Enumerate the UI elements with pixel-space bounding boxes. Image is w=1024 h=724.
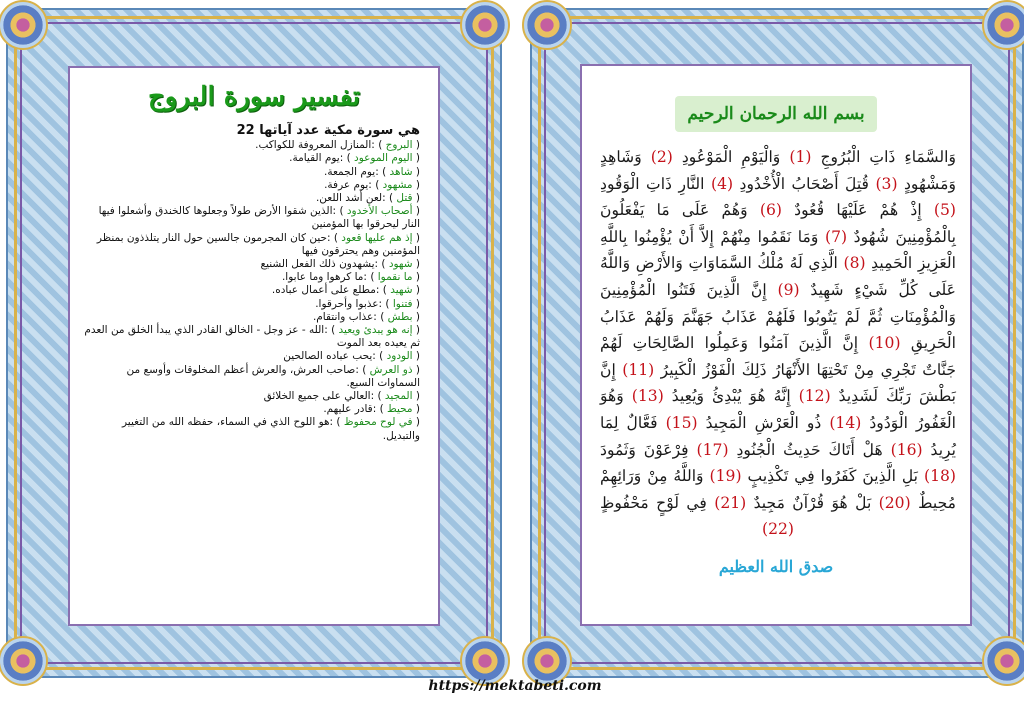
verse-text: النَّارِ ذَاتِ الْوَقُودِ <box>600 174 705 193</box>
verse-number: (6) <box>759 201 782 220</box>
bracket: ( <box>412 324 420 337</box>
bracket: ) <box>379 350 387 363</box>
bracket: ( <box>412 297 420 310</box>
bracket: ) <box>380 310 388 323</box>
tafsir-content <box>68 66 440 626</box>
verse-number: (13) <box>631 387 664 406</box>
tafsir-note <box>84 311 420 324</box>
corner-ornament <box>982 636 1024 686</box>
note-term: المجيد <box>384 390 413 403</box>
bracket: ( <box>412 178 420 191</box>
bracket: ) <box>339 205 347 218</box>
note-term: قتل <box>396 192 413 205</box>
verse-number: (8) <box>843 254 866 273</box>
bracket: ( <box>412 271 420 284</box>
note-definition: :يشهدون ذلك الفعل الشنيع <box>260 258 382 271</box>
bracket: ) <box>388 192 397 205</box>
verse-number: (4) <box>710 174 734 193</box>
note-definition: :الله - عز وجل - الخالق القادر الذي يبدأ الخلق من العدم ثم يعيده بعد الموت <box>84 324 420 350</box>
verse-number: (21) <box>714 493 747 512</box>
note-term: اليوم الموعود <box>354 152 413 165</box>
note-definition: :لعن أشد اللعن. <box>315 192 389 205</box>
verse-text: فِي لَوْحٍ مَحْفُوظٍ <box>600 493 707 512</box>
tafsir-note <box>84 364 420 390</box>
verse-number: (5) <box>933 201 956 220</box>
verse-text: الَّذِي لَهُ مُلْكُ السَّمَاوَاتِ وَالأَرْضِ وَاللَّهُ عَلَى كُلِّ شَيْءٍ شَهِيدٌ <box>600 254 956 299</box>
quran-page <box>530 8 1024 678</box>
verse-text: وَهُمْ عَلَى مَا يَفْعَلُونَ بِالْمُؤْمِنِينَ شُهُودٌ <box>600 201 956 246</box>
tafsir-note <box>84 390 420 403</box>
verse-number: (18) <box>923 467 957 486</box>
note-definition: :ما كرهوا وما عابوا. <box>281 271 371 284</box>
tafsir-note <box>84 271 420 284</box>
note-term: شهيد <box>390 284 413 297</box>
bracket: ) <box>385 297 393 310</box>
corner-ornament <box>0 0 48 50</box>
verse-text: ذُو الْعَرْشِ الْمَجِيدُ <box>697 413 822 432</box>
note-definition: :عذاب وانتقام. <box>312 310 381 323</box>
bracket: ( <box>412 165 420 178</box>
tafsir-note <box>84 416 420 442</box>
note-definition: :عذبوا وأحرقوا. <box>315 297 386 310</box>
corner-ornament <box>460 0 510 50</box>
verse-number: (12) <box>798 387 831 406</box>
verses-text <box>582 132 970 543</box>
bracket: ) <box>381 258 389 271</box>
note-term: محيط <box>387 403 413 416</box>
note-definition: :الذين شقوا الأرض طولاً وجعلوها كالخندق وأشعلوا فيها النار ليحرقوا بها المؤمنين <box>98 205 420 231</box>
note-definition: :صاحب العرش، والعرش أعظم المخلوقات وأوسع من السماوات السبع. <box>126 363 420 389</box>
tafsir-notes <box>70 112 438 443</box>
tafsir-note <box>84 284 420 297</box>
verse-text: وَهُوَ الْغَفُورُ الْوَدُودُ <box>600 387 956 432</box>
verse-number: (9) <box>777 280 800 299</box>
tafsir-note <box>84 152 420 165</box>
note-definition: :هو اللوح الذي في السماء، حفظه الله من التغيير والتبديل. <box>122 416 420 442</box>
bracket: ( <box>412 231 420 244</box>
bracket: ) <box>331 324 339 337</box>
tafsir-note <box>84 324 420 350</box>
note-term: البروج <box>385 139 413 152</box>
verse-text: إِنَّ الَّذِينَ آمَنُوا وَعَمِلُوا الصَّالِحَاتِ لَهُمْ جَنَّاتٌ تَجْرِي مِنْ تَحْتِهَا الأَنْهَارُ ذَلِكَ الْفَوْزُ الْكَبِيرُ <box>600 334 956 379</box>
note-definition: :يوم القيامة. <box>289 152 347 165</box>
verse-text: إِنَّ الَّذِينَ فَتَنُوا الْمُؤْمِنِينَ وَالْمُؤْمِنَاتِ ثُمَّ لَمْ يَتُوبُوا فَلَهُمْ عَذَابُ جَهَنَّمَ وَلَهُمْ عَذَابُ الْحَرِيقِ <box>600 280 956 353</box>
note-term: الودود <box>386 350 413 363</box>
bracket: ( <box>412 416 420 429</box>
tafsir-note <box>84 403 420 416</box>
bracket: ( <box>412 284 420 297</box>
note-term: شهود <box>388 258 413 271</box>
tafsir-note <box>84 166 420 179</box>
tafsir-note <box>84 258 420 271</box>
verse-number: (22) <box>761 520 795 539</box>
basmala: بسم الله الرحمان الرحيم <box>675 96 877 132</box>
note-definition: :قادر عليهم. <box>323 403 380 416</box>
verse-text: وَاللَّهُ مِنْ وَرَائِهِمْ مُحِيطٌ <box>600 467 956 512</box>
bracket: ) <box>375 178 383 191</box>
verse-text: بَلِ الَّذِينَ كَفَرُوا فِي تَكْذِيبٍ <box>741 467 919 486</box>
verse-text: فَعَّالٌ لِمَا يُرِيدُ <box>600 413 956 459</box>
note-term: في لوح محفوظ <box>343 416 413 429</box>
bracket: ) <box>362 363 370 376</box>
verse-number: (17) <box>696 440 729 459</box>
bracket: ) <box>382 284 391 297</box>
note-definition: :المنازل المعروفة للكواكب. <box>255 139 379 152</box>
bracket: ( <box>412 192 420 205</box>
note-term: أصحاب الأخدود <box>346 205 413 218</box>
closing-phrase: صدق الله العظيم <box>718 556 834 576</box>
note-term: شاهد <box>389 165 413 178</box>
verse-text: إِذْ هُمْ عَلَيْهَا قُعُودٌ <box>781 201 922 220</box>
tafsir-note <box>84 192 420 205</box>
note-definition: :مطلع على أعمال عباده. <box>271 284 383 297</box>
tafsir-note <box>84 179 420 192</box>
verse-number: (2) <box>650 148 673 166</box>
notes-list <box>84 139 420 443</box>
corner-ornament <box>522 0 572 50</box>
bracket: ( <box>412 363 420 376</box>
quran-content <box>580 64 972 626</box>
verse-text: هَلْ أَتَاكَ حَدِيثُ الْجُنُودِ <box>728 440 883 459</box>
note-definition: :العالي على جميع الخلائق <box>263 390 378 403</box>
note-term: بطش <box>387 310 413 323</box>
note-definition: :يوم عرفة. <box>324 178 376 191</box>
note-term: إذ هم عليها قعود <box>341 231 413 244</box>
note-term: فتنوا <box>392 297 413 310</box>
bracket: ) <box>379 403 388 416</box>
verse-number: (15) <box>665 413 698 432</box>
verse-text: فِرْعَوْنَ وَثَمُودَ <box>600 440 689 459</box>
verse-number: (14) <box>829 413 862 432</box>
tafsir-note <box>84 139 420 152</box>
verse-number: (1) <box>789 148 812 166</box>
bracket: ( <box>412 310 420 323</box>
note-definition: :يوم الجمعة. <box>324 165 383 178</box>
bracket: ( <box>412 139 420 152</box>
bracket: ) <box>370 271 378 284</box>
bracket: ) <box>346 152 355 165</box>
note-term: إنه هو يبدئ ويعيد <box>338 324 413 337</box>
corner-ornament <box>982 0 1024 50</box>
bracket: ( <box>412 403 420 416</box>
tafsir-page <box>6 8 502 678</box>
verse-text: إِنَّهُ هُوَ يُبْدِئُ وَيُعِيدُ <box>663 387 791 406</box>
tafsir-note <box>84 205 420 231</box>
corner-ornament <box>0 636 48 686</box>
verse-number: (16) <box>890 440 923 459</box>
note-definition: :يحب عباده الصالحين <box>283 350 380 363</box>
verse-number: (3) <box>875 174 898 193</box>
verse-text: وَشَاهِدٍ وَمَشْهُودٍ <box>600 148 956 193</box>
surah-info-heading: هي سورة مكية عدد آياتها 22 <box>236 123 420 138</box>
verse-text: بَلْ هُوَ قُرْآنٌ مَجِيدٌ <box>746 493 872 512</box>
verse-number: (20) <box>878 493 911 512</box>
bracket: ( <box>412 350 420 363</box>
verse-text: إِنَّ بَطْشَ رَبِّكَ لَشَدِيدٌ <box>600 360 956 406</box>
website-url[interactable]: https://mektabeti.com <box>428 678 602 694</box>
bracket: ( <box>412 152 420 165</box>
note-term: ذو العرش <box>369 363 413 376</box>
bracket: ( <box>412 390 420 403</box>
verse-number: (19) <box>709 467 742 486</box>
verse-text: وَالسَّمَاءِ ذَاتِ الْبُرُوجِ <box>811 148 956 166</box>
verse-number: (11) <box>622 360 655 379</box>
bracket: ( <box>412 258 420 271</box>
note-term: ما نقموا <box>377 271 413 284</box>
note-term: مشهود <box>382 178 413 191</box>
tafsir-note <box>84 232 420 258</box>
tafsir-note <box>84 298 420 311</box>
verse-text: وَمَا نَقَمُوا مِنْهُمْ إِلاَّ أَنْ يُؤْمِنُوا بِاللَّهِ الْعَزِيزِ الْحَمِيدِ <box>600 227 956 273</box>
verse-number: (7) <box>824 227 848 246</box>
verse-text: وَالْيَوْمِ الْمَوْعُودِ <box>672 148 781 166</box>
bracket: ) <box>378 139 386 152</box>
bracket: ) <box>382 165 390 178</box>
tafsir-title: تفسير سورة البروج <box>148 82 360 112</box>
note-definition: :حين كان المجرمون جالسين حول النار يتلذذون بمنظر المؤمنين وهم يحترقون فيها <box>96 231 420 257</box>
verse-text: قُتِلَ أَصْحَابُ الْأُخْدُودِ <box>733 174 869 193</box>
bracket: ) <box>333 231 342 244</box>
tafsir-note <box>84 350 420 363</box>
verse-number: (10) <box>868 334 901 353</box>
bracket: ) <box>336 416 344 429</box>
bracket: ( <box>412 205 420 218</box>
bracket: ) <box>377 390 385 403</box>
